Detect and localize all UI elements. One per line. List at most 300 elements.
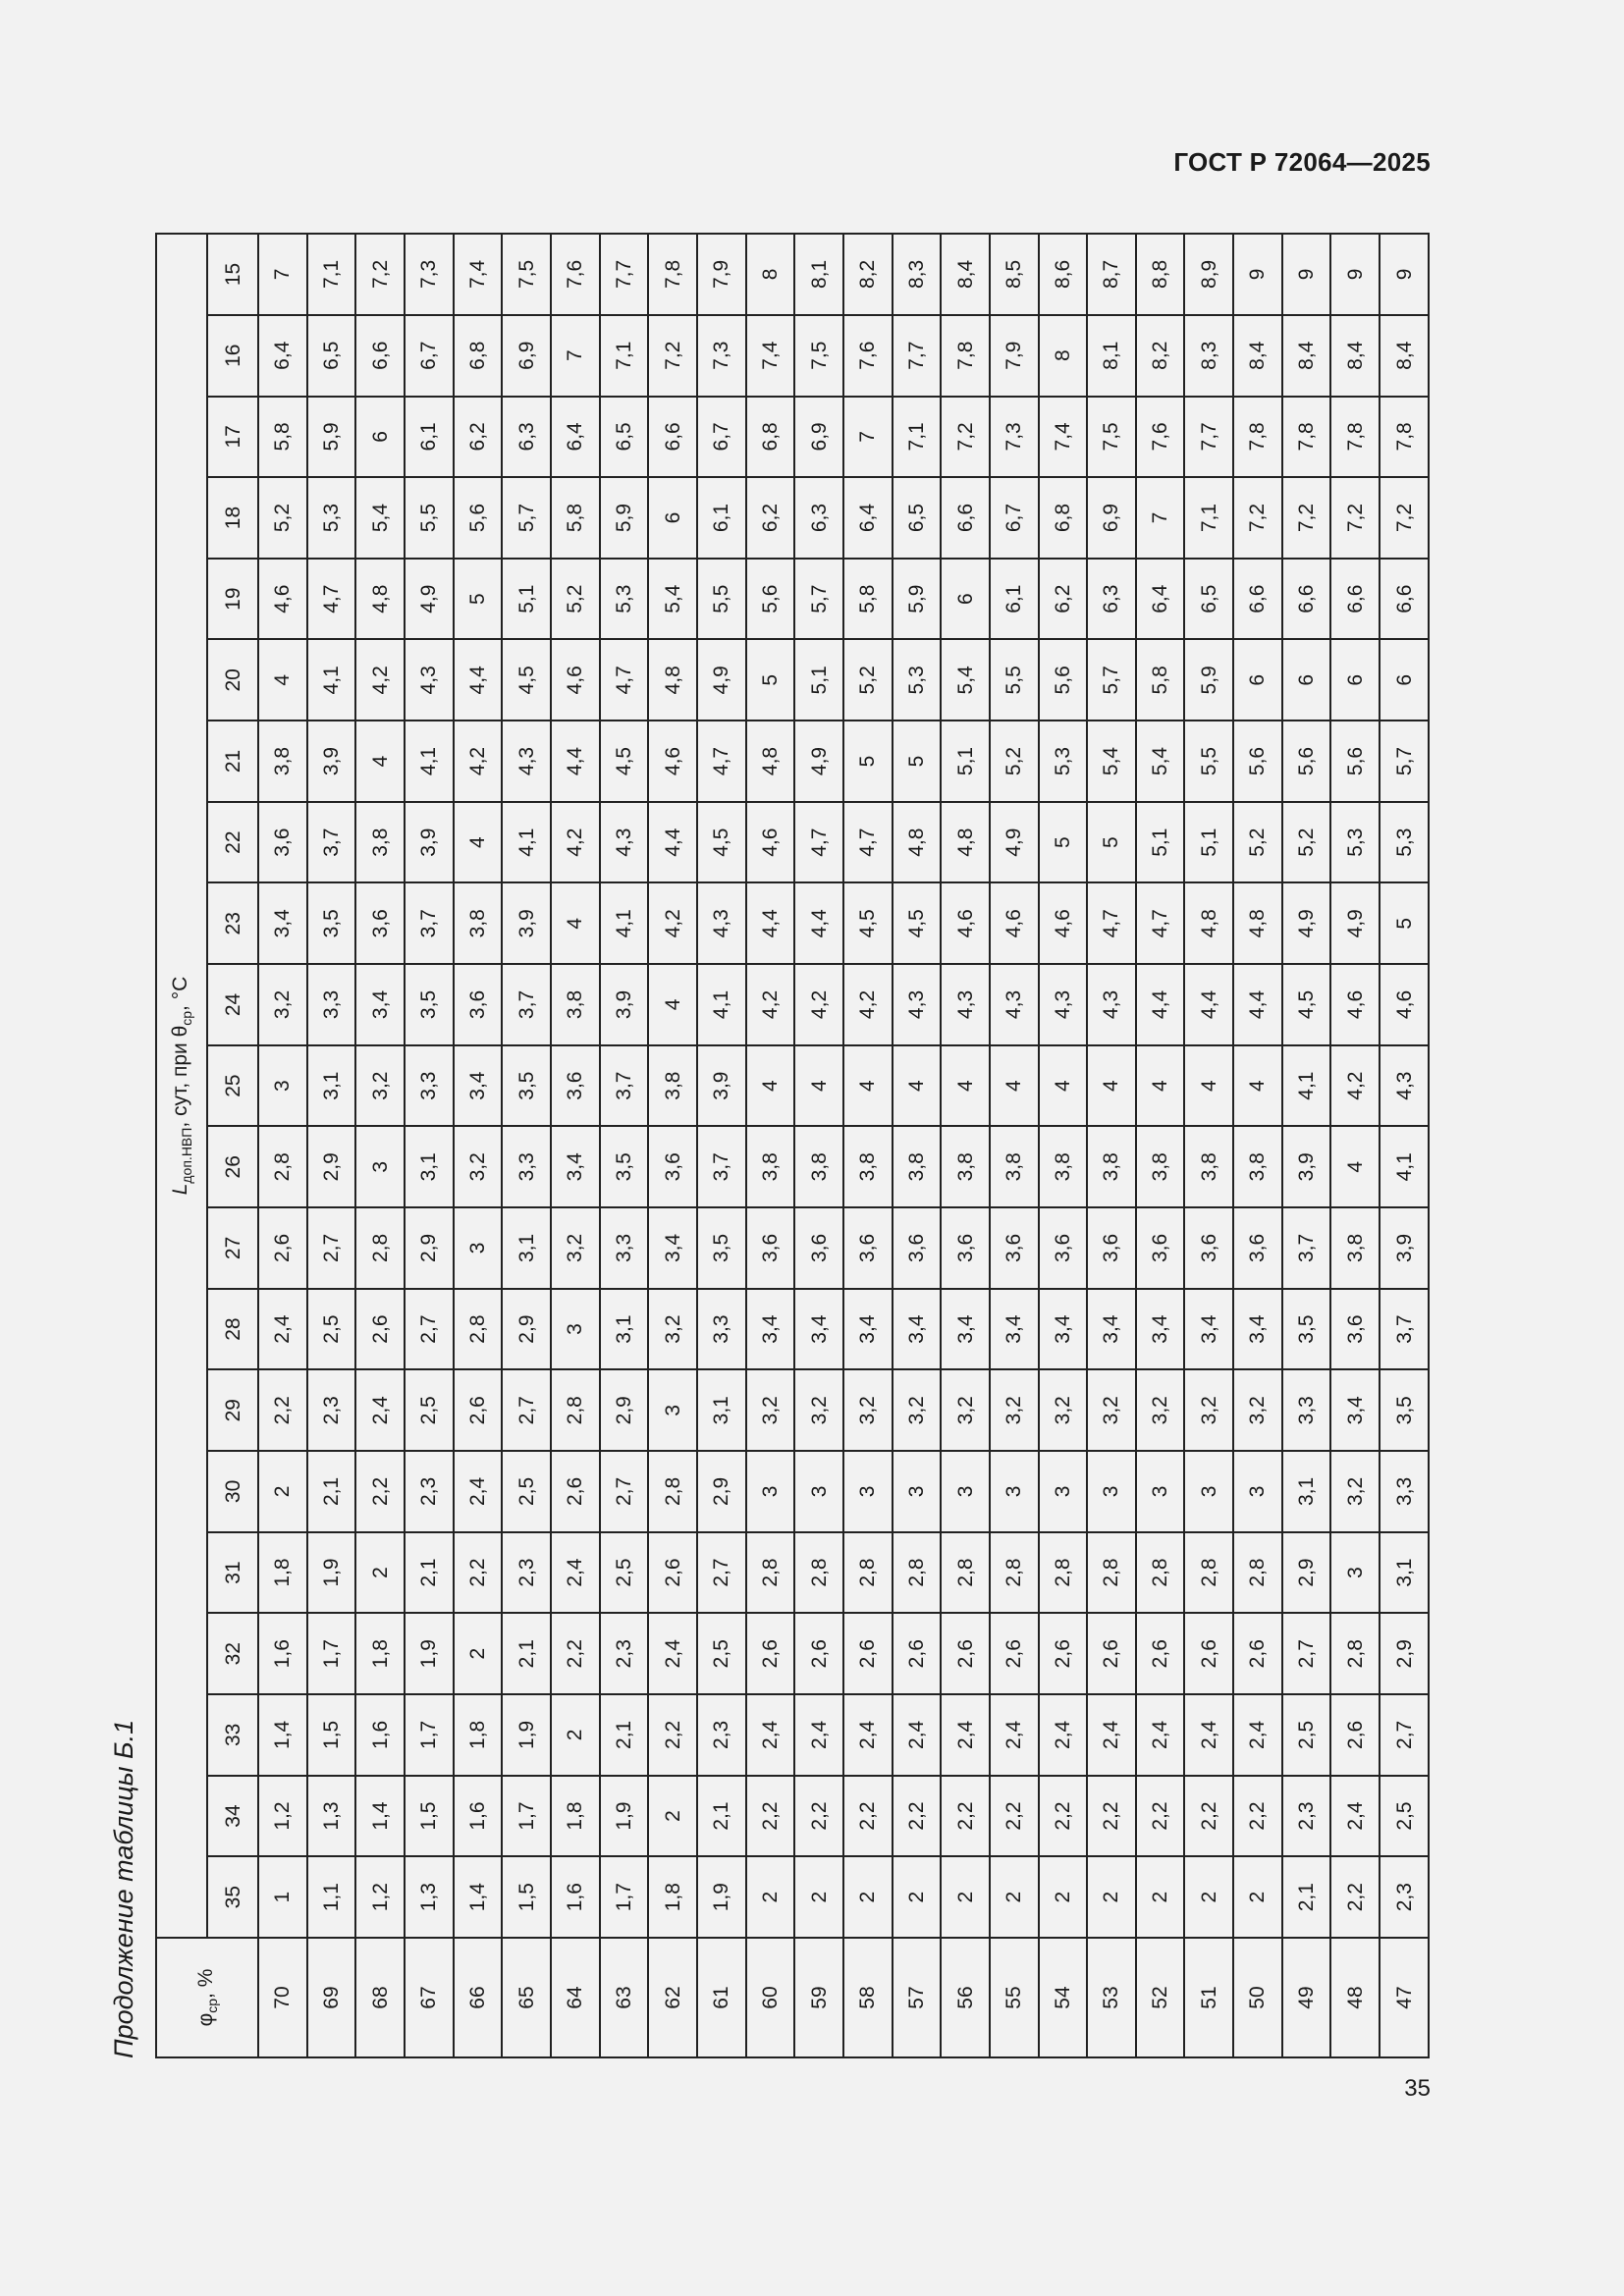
value-cell: 4,4 bbox=[746, 882, 795, 964]
value-cell: 1,4 bbox=[355, 1776, 405, 1857]
value-cell: 2,6 bbox=[990, 1613, 1039, 1694]
humidity-cell: 63 bbox=[600, 1938, 649, 2057]
duration-group-header bbox=[156, 234, 207, 1938]
value-cell: 5 bbox=[746, 640, 795, 721]
value-cell: 3,4 bbox=[258, 882, 307, 964]
value-cell: 2,2 bbox=[893, 1776, 942, 1857]
value-cell: 5,7 bbox=[794, 559, 843, 640]
value-cell: 4,2 bbox=[843, 964, 893, 1045]
value-cell: 2,5 bbox=[502, 1451, 551, 1532]
value-cell: 3,5 bbox=[1380, 1369, 1429, 1451]
value-cell: 5,8 bbox=[1136, 640, 1185, 721]
value-cell: 1,7 bbox=[600, 1856, 649, 1938]
value-cell: 2,3 bbox=[600, 1613, 649, 1694]
value-cell: 3,2 bbox=[551, 1207, 600, 1289]
temperature-header-cell: 25 bbox=[207, 1045, 258, 1127]
value-cell: 3,6 bbox=[990, 1207, 1039, 1289]
value-cell: 4 bbox=[551, 882, 600, 964]
value-cell: 7,1 bbox=[307, 234, 356, 315]
value-cell: 5,6 bbox=[454, 477, 503, 559]
temperature-header-cell: 18 bbox=[207, 477, 258, 559]
value-cell: 3,2 bbox=[1233, 1369, 1282, 1451]
value-cell: 3,8 bbox=[1087, 1126, 1136, 1207]
value-cell: 5,2 bbox=[843, 640, 893, 721]
value-cell: 7,8 bbox=[941, 315, 990, 397]
humidity-cell: 65 bbox=[502, 1938, 551, 2057]
value-cell: 6,8 bbox=[454, 315, 503, 397]
value-cell: 3,9 bbox=[307, 721, 356, 802]
value-cell: 3,9 bbox=[405, 802, 454, 883]
value-cell: 6 bbox=[1330, 640, 1380, 721]
value-cell: 4,1 bbox=[405, 721, 454, 802]
value-cell: 8,1 bbox=[794, 234, 843, 315]
value-cell: 7,3 bbox=[990, 397, 1039, 478]
value-cell: 7,3 bbox=[405, 234, 454, 315]
value-cell: 3,5 bbox=[405, 964, 454, 1045]
table-row bbox=[990, 234, 1039, 2057]
value-cell: 2,8 bbox=[1136, 1532, 1185, 1614]
value-cell: 2,8 bbox=[1184, 1532, 1233, 1614]
temperature-header-row bbox=[207, 234, 258, 2057]
value-cell: 5,5 bbox=[405, 477, 454, 559]
value-cell: 1,7 bbox=[405, 1694, 454, 1776]
table-row bbox=[1380, 234, 1429, 2057]
value-cell: 2,6 bbox=[893, 1613, 942, 1694]
value-cell: 3,4 bbox=[941, 1289, 990, 1370]
value-cell: 9 bbox=[1380, 234, 1429, 315]
value-cell: 3 bbox=[1184, 1451, 1233, 1532]
value-cell: 3,2 bbox=[794, 1369, 843, 1451]
value-cell: 3 bbox=[1330, 1532, 1380, 1614]
value-cell: 4,4 bbox=[1233, 964, 1282, 1045]
value-cell: 3,1 bbox=[600, 1289, 649, 1370]
table-row bbox=[600, 234, 649, 2057]
table-header-row bbox=[156, 234, 207, 2057]
value-cell: 9 bbox=[1282, 234, 1331, 315]
value-cell: 1,9 bbox=[405, 1613, 454, 1694]
value-cell: 3,2 bbox=[843, 1369, 893, 1451]
value-cell: 1,6 bbox=[355, 1694, 405, 1776]
value-cell: 2,4 bbox=[794, 1694, 843, 1776]
value-cell: 2 bbox=[1184, 1856, 1233, 1938]
value-cell: 3,4 bbox=[843, 1289, 893, 1370]
value-cell: 4,2 bbox=[648, 882, 697, 964]
value-cell: 2,3 bbox=[405, 1451, 454, 1532]
value-cell: 1,5 bbox=[502, 1856, 551, 1938]
value-cell: 2,2 bbox=[454, 1532, 503, 1614]
value-cell: 4 bbox=[746, 1045, 795, 1127]
value-cell: 2,7 bbox=[697, 1532, 746, 1614]
value-cell: 4,9 bbox=[990, 802, 1039, 883]
rotated-table-area bbox=[109, 233, 1430, 2058]
value-cell: 7,8 bbox=[648, 234, 697, 315]
value-cell: 4,3 bbox=[990, 964, 1039, 1045]
value-cell: 2,6 bbox=[1136, 1613, 1185, 1694]
value-cell: 6 bbox=[648, 477, 697, 559]
value-cell: 3,4 bbox=[648, 1207, 697, 1289]
value-cell: 7,8 bbox=[1282, 397, 1331, 478]
value-cell: 6,7 bbox=[697, 397, 746, 478]
value-cell: 3,6 bbox=[258, 802, 307, 883]
value-cell: 2,8 bbox=[990, 1532, 1039, 1614]
value-cell: 4,6 bbox=[1380, 964, 1429, 1045]
humidity-cell: 59 bbox=[794, 1938, 843, 2057]
value-cell: 6,4 bbox=[843, 477, 893, 559]
value-cell: 8 bbox=[746, 234, 795, 315]
value-cell: 2,3 bbox=[1380, 1856, 1429, 1938]
value-cell: 3,7 bbox=[1282, 1207, 1331, 1289]
value-cell: 2,2 bbox=[355, 1451, 405, 1532]
value-cell: 3,2 bbox=[648, 1289, 697, 1370]
value-cell: 4,1 bbox=[502, 802, 551, 883]
table-row bbox=[794, 234, 843, 2057]
value-cell: 5,4 bbox=[648, 559, 697, 640]
value-cell: 2 bbox=[551, 1694, 600, 1776]
value-cell: 4,2 bbox=[355, 640, 405, 721]
value-cell: 4,5 bbox=[893, 882, 942, 964]
value-cell: 4,5 bbox=[502, 640, 551, 721]
value-cell: 4,4 bbox=[1136, 964, 1185, 1045]
value-cell: 8,4 bbox=[1233, 315, 1282, 397]
table-body bbox=[258, 234, 1429, 2057]
value-cell: 3 bbox=[893, 1451, 942, 1532]
value-cell: 6,9 bbox=[794, 397, 843, 478]
value-cell: 3,6 bbox=[1233, 1207, 1282, 1289]
value-cell: 2 bbox=[454, 1613, 503, 1694]
value-cell: 7,4 bbox=[746, 315, 795, 397]
value-cell: 3 bbox=[454, 1207, 503, 1289]
value-cell: 3 bbox=[355, 1126, 405, 1207]
value-cell: 5,8 bbox=[258, 397, 307, 478]
humidity-cell: 64 bbox=[551, 1938, 600, 2057]
value-cell: 3,6 bbox=[1184, 1207, 1233, 1289]
value-cell: 6,2 bbox=[746, 477, 795, 559]
value-cell: 8,1 bbox=[1087, 315, 1136, 397]
value-cell: 4,8 bbox=[893, 802, 942, 883]
humidity-cell: 52 bbox=[1136, 1938, 1185, 2057]
value-cell: 2 bbox=[990, 1856, 1039, 1938]
value-cell: 2 bbox=[1039, 1856, 1088, 1938]
value-cell: 8,6 bbox=[1039, 234, 1088, 315]
value-cell: 6 bbox=[355, 397, 405, 478]
value-cell: 5 bbox=[843, 721, 893, 802]
value-cell: 1,8 bbox=[355, 1613, 405, 1694]
value-cell: 3,3 bbox=[405, 1045, 454, 1127]
value-cell: 2,7 bbox=[600, 1451, 649, 1532]
value-cell: 3,4 bbox=[1233, 1289, 1282, 1370]
value-cell: 5,6 bbox=[746, 559, 795, 640]
value-cell: 2,9 bbox=[405, 1207, 454, 1289]
value-cell: 3,4 bbox=[1087, 1289, 1136, 1370]
value-cell: 2,6 bbox=[258, 1207, 307, 1289]
value-cell: 2,4 bbox=[746, 1694, 795, 1776]
value-cell: 4,3 bbox=[697, 882, 746, 964]
value-cell: 2,2 bbox=[1233, 1776, 1282, 1857]
value-cell: 5,1 bbox=[1136, 802, 1185, 883]
value-cell: 2,4 bbox=[990, 1694, 1039, 1776]
value-cell: 2,3 bbox=[307, 1369, 356, 1451]
value-cell: 2,3 bbox=[1282, 1776, 1331, 1857]
value-cell: 5,4 bbox=[355, 477, 405, 559]
value-cell: 1,6 bbox=[454, 1776, 503, 1857]
value-cell: 2,8 bbox=[551, 1369, 600, 1451]
value-cell: 5,3 bbox=[1330, 802, 1380, 883]
value-cell: 1,6 bbox=[551, 1856, 600, 1938]
value-cell: 5,8 bbox=[843, 559, 893, 640]
value-cell: 7,2 bbox=[941, 397, 990, 478]
value-cell: 4,2 bbox=[551, 802, 600, 883]
value-cell: 3,4 bbox=[1330, 1369, 1380, 1451]
value-cell: 6,4 bbox=[258, 315, 307, 397]
table-row bbox=[551, 234, 600, 2057]
value-cell: 2 bbox=[648, 1776, 697, 1857]
data-table bbox=[155, 233, 1430, 2058]
value-cell: 5,3 bbox=[307, 477, 356, 559]
value-cell: 2,8 bbox=[1233, 1532, 1282, 1614]
value-cell: 4,6 bbox=[1039, 882, 1088, 964]
value-cell: 4 bbox=[794, 1045, 843, 1127]
value-cell: 3,8 bbox=[794, 1126, 843, 1207]
value-cell: 2,1 bbox=[1282, 1856, 1331, 1938]
value-cell: 4,6 bbox=[648, 721, 697, 802]
value-cell: 2,2 bbox=[1136, 1776, 1185, 1857]
value-cell: 4,6 bbox=[551, 640, 600, 721]
value-cell: 5 bbox=[1087, 802, 1136, 883]
value-cell: 5,2 bbox=[990, 721, 1039, 802]
value-cell: 3,6 bbox=[794, 1207, 843, 1289]
value-cell: 5,9 bbox=[893, 559, 942, 640]
value-cell: 3,2 bbox=[990, 1369, 1039, 1451]
value-cell: 2,6 bbox=[1233, 1613, 1282, 1694]
humidity-cell: 67 bbox=[405, 1938, 454, 2057]
value-cell: 2,8 bbox=[355, 1207, 405, 1289]
value-cell: 3,4 bbox=[1136, 1289, 1185, 1370]
value-cell: 2,3 bbox=[697, 1694, 746, 1776]
temperature-header-cell: 24 bbox=[207, 964, 258, 1045]
value-cell: 2,5 bbox=[405, 1369, 454, 1451]
value-cell: 2,6 bbox=[648, 1532, 697, 1614]
value-cell: 3 bbox=[1087, 1451, 1136, 1532]
table-row bbox=[502, 234, 551, 2057]
value-cell: 6,9 bbox=[1087, 477, 1136, 559]
value-cell: 6,4 bbox=[1136, 559, 1185, 640]
value-cell: 3,2 bbox=[893, 1369, 942, 1451]
value-cell: 2,4 bbox=[1233, 1694, 1282, 1776]
humidity-cell: 48 bbox=[1330, 1938, 1380, 2057]
value-cell: 5 bbox=[1039, 802, 1088, 883]
value-cell: 7,3 bbox=[697, 315, 746, 397]
value-cell: 1,8 bbox=[648, 1856, 697, 1938]
temperature-header-cell: 32 bbox=[207, 1613, 258, 1694]
value-cell: 7,7 bbox=[893, 315, 942, 397]
table-row bbox=[746, 234, 795, 2057]
value-cell: 3,4 bbox=[551, 1126, 600, 1207]
l-unit: , °С bbox=[168, 976, 191, 1011]
value-cell: 4,7 bbox=[794, 802, 843, 883]
value-cell: 3,8 bbox=[648, 1045, 697, 1127]
value-cell: 7,6 bbox=[1136, 397, 1185, 478]
value-cell: 4,1 bbox=[697, 964, 746, 1045]
value-cell: 2,6 bbox=[1330, 1694, 1380, 1776]
value-cell: 4,7 bbox=[1136, 882, 1185, 964]
value-cell: 3,1 bbox=[1380, 1532, 1429, 1614]
phi-unit: , % bbox=[193, 1968, 217, 1999]
value-cell: 4 bbox=[893, 1045, 942, 1127]
value-cell: 2,4 bbox=[1136, 1694, 1185, 1776]
value-cell: 2,8 bbox=[648, 1451, 697, 1532]
value-cell: 1,9 bbox=[697, 1856, 746, 1938]
value-cell: 5 bbox=[1380, 882, 1429, 964]
value-cell: 3,1 bbox=[502, 1207, 551, 1289]
value-cell: 3,9 bbox=[600, 964, 649, 1045]
humidity-column-header bbox=[156, 1938, 258, 2057]
value-cell: 3,4 bbox=[355, 964, 405, 1045]
value-cell: 2,4 bbox=[1039, 1694, 1088, 1776]
temperature-header-cell: 17 bbox=[207, 397, 258, 478]
humidity-cell: 69 bbox=[307, 1938, 356, 2057]
value-cell: 3 bbox=[941, 1451, 990, 1532]
value-cell: 2,6 bbox=[794, 1613, 843, 1694]
value-cell: 7,4 bbox=[1039, 397, 1088, 478]
value-cell: 4,2 bbox=[454, 721, 503, 802]
value-cell: 8,3 bbox=[1184, 315, 1233, 397]
value-cell: 1,9 bbox=[307, 1532, 356, 1614]
value-cell: 3,6 bbox=[1087, 1207, 1136, 1289]
value-cell: 4,8 bbox=[648, 640, 697, 721]
value-cell: 2,5 bbox=[1282, 1694, 1331, 1776]
value-cell: 1,1 bbox=[307, 1856, 356, 1938]
value-cell: 3,8 bbox=[1330, 1207, 1380, 1289]
value-cell: 5,4 bbox=[1136, 721, 1185, 802]
value-cell: 6,1 bbox=[405, 397, 454, 478]
value-cell: 3,1 bbox=[405, 1126, 454, 1207]
value-cell: 1,7 bbox=[502, 1776, 551, 1857]
value-cell: 8,2 bbox=[843, 234, 893, 315]
value-cell: 4,3 bbox=[1087, 964, 1136, 1045]
value-cell: 3,6 bbox=[1136, 1207, 1185, 1289]
value-cell: 6,3 bbox=[1087, 559, 1136, 640]
value-cell: 4,3 bbox=[502, 721, 551, 802]
value-cell: 2 bbox=[258, 1451, 307, 1532]
value-cell: 3,3 bbox=[307, 964, 356, 1045]
value-cell: 7,2 bbox=[1330, 477, 1380, 559]
value-cell: 2,6 bbox=[551, 1451, 600, 1532]
value-cell: 7,5 bbox=[502, 234, 551, 315]
temperature-header-cell: 26 bbox=[207, 1126, 258, 1207]
value-cell: 2 bbox=[941, 1856, 990, 1938]
value-cell: 7,6 bbox=[551, 234, 600, 315]
value-cell: 5,3 bbox=[893, 640, 942, 721]
value-cell: 7,9 bbox=[697, 234, 746, 315]
value-cell: 2,2 bbox=[1087, 1776, 1136, 1857]
table-row bbox=[258, 234, 307, 2057]
temperature-header-cell: 22 bbox=[207, 802, 258, 883]
value-cell: 2,7 bbox=[502, 1369, 551, 1451]
value-cell: 4,8 bbox=[1233, 882, 1282, 964]
value-cell: 3,2 bbox=[1087, 1369, 1136, 1451]
value-cell: 2,4 bbox=[1087, 1694, 1136, 1776]
value-cell: 3,8 bbox=[551, 964, 600, 1045]
table-row bbox=[307, 234, 356, 2057]
value-cell: 2,6 bbox=[454, 1369, 503, 1451]
value-cell: 2,5 bbox=[1380, 1776, 1429, 1857]
value-cell: 3 bbox=[258, 1045, 307, 1127]
value-cell: 3,3 bbox=[600, 1207, 649, 1289]
value-cell: 2,2 bbox=[1039, 1776, 1088, 1857]
value-cell: 4,2 bbox=[746, 964, 795, 1045]
value-cell: 3,8 bbox=[746, 1126, 795, 1207]
value-cell: 3,2 bbox=[454, 1126, 503, 1207]
value-cell: 4 bbox=[648, 964, 697, 1045]
value-cell: 3,7 bbox=[502, 964, 551, 1045]
value-cell: 5,3 bbox=[600, 559, 649, 640]
value-cell: 6,9 bbox=[502, 315, 551, 397]
value-cell: 5,6 bbox=[1039, 640, 1088, 721]
value-cell: 5 bbox=[454, 559, 503, 640]
value-cell: 3 bbox=[794, 1451, 843, 1532]
value-cell: 4,6 bbox=[258, 559, 307, 640]
value-cell: 3 bbox=[1136, 1451, 1185, 1532]
value-cell: 6,8 bbox=[746, 397, 795, 478]
value-cell: 5,5 bbox=[697, 559, 746, 640]
value-cell: 6,3 bbox=[794, 477, 843, 559]
value-cell: 4,1 bbox=[600, 882, 649, 964]
value-cell: 1,8 bbox=[258, 1532, 307, 1614]
table-row bbox=[1233, 234, 1282, 2057]
value-cell: 3,7 bbox=[600, 1045, 649, 1127]
value-cell: 2,6 bbox=[1184, 1613, 1233, 1694]
humidity-cell: 51 bbox=[1184, 1938, 1233, 2057]
table-row bbox=[1282, 234, 1331, 2057]
value-cell: 5,6 bbox=[1233, 721, 1282, 802]
temperature-header-cell: 20 bbox=[207, 640, 258, 721]
value-cell: 5,2 bbox=[258, 477, 307, 559]
value-cell: 2,2 bbox=[551, 1613, 600, 1694]
value-cell: 2,9 bbox=[502, 1289, 551, 1370]
value-cell: 7,1 bbox=[1184, 477, 1233, 559]
value-cell: 2,4 bbox=[258, 1289, 307, 1370]
value-cell: 2 bbox=[1087, 1856, 1136, 1938]
value-cell: 2,8 bbox=[941, 1532, 990, 1614]
value-cell: 6,1 bbox=[697, 477, 746, 559]
value-cell: 2,9 bbox=[307, 1126, 356, 1207]
value-cell: 1,6 bbox=[258, 1613, 307, 1694]
value-cell: 5,7 bbox=[1087, 640, 1136, 721]
value-cell: 5,3 bbox=[1039, 721, 1088, 802]
value-cell: 3,5 bbox=[697, 1207, 746, 1289]
table-row bbox=[1330, 234, 1380, 2057]
value-cell: 9 bbox=[1330, 234, 1380, 315]
value-cell: 7,5 bbox=[1087, 397, 1136, 478]
value-cell: 2,4 bbox=[454, 1451, 503, 1532]
value-cell: 3,8 bbox=[1233, 1126, 1282, 1207]
value-cell: 6,6 bbox=[1380, 559, 1429, 640]
value-cell: 6 bbox=[1282, 640, 1331, 721]
value-cell: 4,1 bbox=[307, 640, 356, 721]
value-cell: 6,3 bbox=[502, 397, 551, 478]
value-cell: 2,8 bbox=[1087, 1532, 1136, 1614]
temperature-header-cell: 31 bbox=[207, 1532, 258, 1614]
value-cell: 5 bbox=[893, 721, 942, 802]
value-cell: 3 bbox=[648, 1369, 697, 1451]
value-cell: 2,2 bbox=[1330, 1856, 1380, 1938]
value-cell: 6,6 bbox=[941, 477, 990, 559]
value-cell: 3,1 bbox=[1282, 1451, 1331, 1532]
value-cell: 1,9 bbox=[502, 1694, 551, 1776]
value-cell: 4,6 bbox=[990, 882, 1039, 964]
value-cell: 3,4 bbox=[893, 1289, 942, 1370]
value-cell: 3,6 bbox=[454, 964, 503, 1045]
